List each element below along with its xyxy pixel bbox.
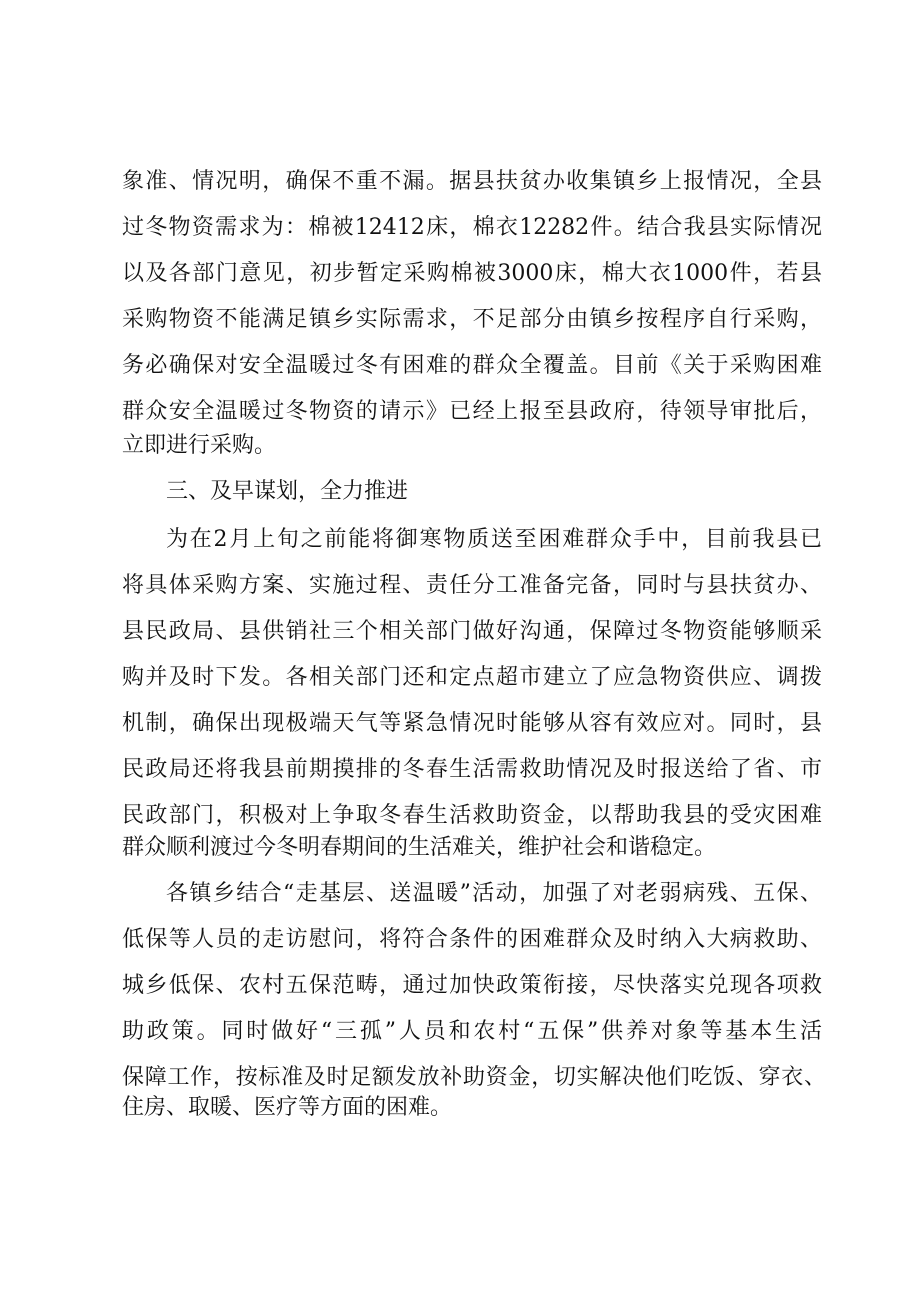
body-text-line: 住房、取暖、医疗等方面的困难。	[122, 1095, 453, 1120]
body-text-line: 机制，确保出现极端天气等紧急情况时能够从容有效应对。同时，县	[122, 711, 822, 736]
body-text-line: 群众安全温暖过冬物资的请示》已经上报至县政府，待领导审批后，	[122, 399, 822, 424]
body-text-line: 民政部门，积极对上争取冬春生活救助资金，以帮助我县的受灾困难	[122, 803, 822, 828]
body-text-line: 助政策。同时做好“三孤”人员和农村“五保”供养对象等基本生活	[122, 1019, 822, 1044]
body-text-line: 过冬物资需求为：棉被12412床，棉衣12282件。结合我县实际情况	[122, 215, 822, 240]
section-heading: 三、及早谋划，全力推进	[166, 479, 409, 504]
body-text-line: 务必确保对安全温暖过冬有困难的群众全覆盖。目前《关于采购困难	[122, 353, 822, 378]
body-text-line: 群众顺利渡过今冬明春期间的生活难关，维护社会和谐稳定。	[122, 835, 717, 860]
body-text-line: 城乡低保、农村五保范畴，通过加快政策衔接，尽快落实兑现各项救	[122, 973, 822, 998]
body-text-line: 县民政局、县供销社三个相关部门做好沟通，保障过冬物资能够顺采	[122, 619, 822, 644]
body-text-line: 保障工作，按标准及时足额发放补助资金，切实解决他们吃饭、穿衣、	[122, 1065, 826, 1090]
body-text-line: 象准、情况明，确保不重不漏。据县扶贫办收集镇乡上报情况，全县	[122, 169, 822, 194]
body-text-line: 低保等人员的走访慰问，将符合条件的困难群众及时纳入大病救助、	[122, 927, 822, 952]
body-text-line: 民政局还将我县前期摸排的冬春生活需救助情况及时报送给了省、市	[122, 757, 822, 782]
body-text-line: 将具体采购方案、实施过程、责任分工准备完备，同时与县扶贫办、	[122, 573, 822, 598]
body-text-line: 为在2月上旬之前能将御寒物质送至困难群众手中，目前我县已	[166, 527, 822, 552]
body-text-line: 购并及时下发。各相关部门还和定点超市建立了应急物资供应、调拨	[122, 665, 822, 690]
body-text-line: 各镇乡结合“走基层、送温暖”活动，加强了对老弱病残、五保、	[166, 881, 822, 906]
body-text-line: 采购物资不能满足镇乡实际需求，不足部分由镇乡按程序自行采购，	[122, 307, 822, 332]
body-text-line: 立即进行采购。	[122, 433, 277, 458]
body-text-line: 以及各部门意见，初步暂定采购棉被3000床，棉大衣1000件，若县	[122, 261, 822, 286]
